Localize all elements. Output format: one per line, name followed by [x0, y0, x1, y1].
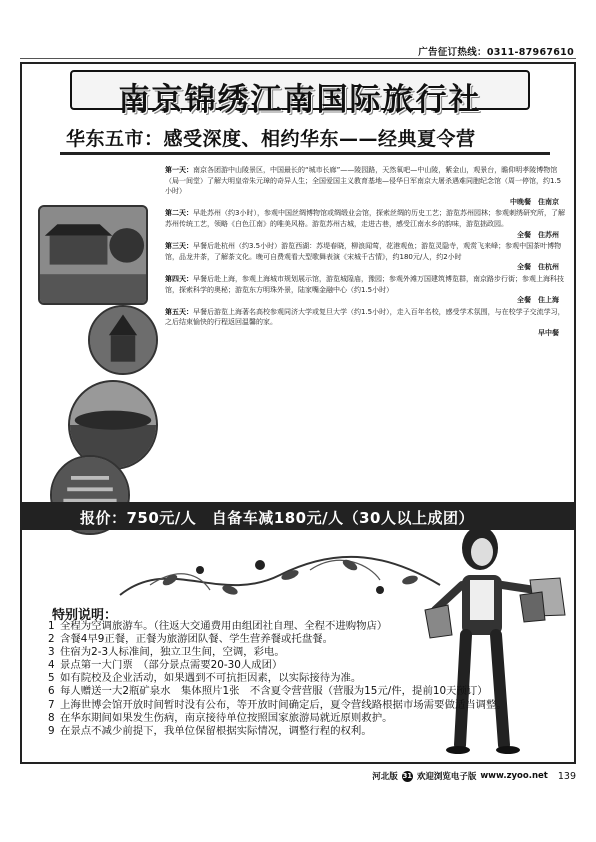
day-label: 第四天： [165, 274, 193, 283]
note-text: 上海世博会馆开放时间暂时没有公布，等开放时间确定后，夏令营线路根据市场需要做适当调整。 [60, 698, 507, 711]
note-number: 5 [48, 672, 55, 685]
day-5 [165, 307, 565, 339]
note-item [48, 725, 518, 738]
day-label: 第二天： [165, 209, 193, 218]
note-number: 8 [48, 711, 55, 724]
photo-pagoda [88, 305, 158, 375]
footer-badge: 31 [402, 771, 413, 780]
ad-hotline: 广告征订热线：0311-87967610 [418, 47, 574, 58]
page-footer [372, 770, 576, 782]
day-2 [165, 208, 565, 240]
day-meal: 中晚餐 住南京 [510, 197, 559, 206]
note-text: 景点第一大门票 （部分景点需要20-30人成团） [60, 659, 283, 672]
note-item [48, 712, 518, 725]
tour-subtitle: 华东五市：感受深度、相约华东——经典夏令营 [66, 128, 476, 150]
note-number: 1 [48, 620, 55, 632]
day-label: 第三天： [165, 242, 193, 251]
note-item [48, 672, 518, 685]
note-number: 7 [48, 698, 55, 711]
day-meal: 全餐 住苏州 [517, 230, 559, 239]
itinerary [165, 165, 565, 340]
note-text: 如有院校及企业活动，如果遇到不可抗拒因素，以实际接待为准。 [60, 672, 362, 685]
note-text: 在景点不减少前提下，我单位保留根据实际情况，调整行程的权利。 [60, 724, 372, 737]
notes-list [48, 620, 518, 738]
day-text: 早餐后赴杭州（约3.5小时）游览西湖：苏堤春晓，柳浪闻莺，花港观鱼；游览灵隐寺，观赏飞来峰；参观中国茶叶博物馆，品龙井茶，了解茶文化。晚可自费观看大型歌舞表演《宋城千古情》，约180元/人，约2小时 [165, 242, 562, 261]
subtitle-rule [60, 152, 550, 155]
note-item [48, 659, 518, 672]
note-item [48, 633, 518, 646]
note-number: 3 [48, 646, 55, 659]
footer-site[interactable]: www.zyoo.net [480, 771, 548, 781]
day-meal: 全餐 住杭州 [517, 263, 559, 272]
note-item [48, 646, 518, 659]
day-meal: 早中餐 [538, 328, 559, 337]
note-text: 每人赠送一大2瓶矿泉水 集体照片1张 不含夏令营营服（营服为15元/件，提前10天预订） [60, 685, 488, 698]
note-number: 4 [48, 659, 55, 672]
page-number: 139 [557, 770, 576, 782]
note-number: 6 [48, 685, 55, 698]
day-label: 第一天： [165, 166, 193, 174]
day-text: 早赴苏州（约3小时），参观中国丝绸博物馆或绸缎业会馆，探索丝绸的历史工艺；游览苏州园林；参观刺绣研究所，了解苏州传统工艺，领略《白色江南》的唯美风格。游览苏州古城，走进古巷，感受江南水乡的韵味，游览拙政园。 [165, 209, 565, 228]
note-text: 住宿为2-3人标准间，独立卫生间，空调，彩电。 [60, 646, 285, 659]
day-label: 第五天： [165, 307, 193, 316]
title-banner [70, 70, 530, 118]
note-item [48, 685, 518, 698]
note-text: 含餐4早9正餐，正餐为旅游团队餐、学生营养餐或托盘餐。 [60, 633, 333, 646]
note-text: 全程为空调旅游车。（往返大交通费用由组团社自理、全程不进购物店） [60, 620, 388, 632]
footer-name: 欢迎浏览电子版 [416, 772, 477, 782]
agency-title: 南京锦绣江南国际旅行社 [118, 82, 482, 118]
day-text: 早餐后赴上海，参观上海城市规划展示馆，游览城隍庙，豫园；参观外滩万国建筑博览群，南京路步行街；参观上海科技馆，探索科学的奥秘；游览东方明珠外景，陆家嘴金融中心（约1.5小时） [165, 274, 564, 294]
day-1 [165, 165, 565, 207]
photo-garden [38, 205, 148, 305]
note-number: 2 [48, 633, 55, 646]
day-3 [165, 241, 565, 273]
price-text: 报价：750元/人 自备车减180元/人（30人以上成团） [80, 509, 474, 527]
note-item [48, 699, 518, 712]
note-number: 9 [48, 724, 55, 737]
note-text: 在华东期间如果发生伤病，南京接待单位按照国家旅游局就近原则救护。 [60, 711, 393, 724]
footer-edition: 河北版 [372, 772, 398, 782]
notes-title: 特别说明： [52, 608, 118, 623]
day-meal: 全餐 住上海 [517, 296, 559, 305]
note-item [48, 620, 518, 633]
header-rule [20, 58, 576, 59]
day-4 [165, 274, 565, 306]
floral-ornament [110, 535, 450, 615]
day-text: 南京各团游中山陵景区，中国最长的“城市长廊”——陵园路，天然氧吧—中山陵，紫金山，观景台，瞻仰明孝陵博物馆（局一间堂）了解大明皇帝朱元璋的奇异人生；全国爱国主义教育基地—侵华日军南京大屠杀遇难同胞纪念馆（周一停馆，约1.5小时） [165, 166, 562, 196]
day-text: 早餐后游览上海著名高校参观同济大学或复旦大学（约1.5小时），走入百年名校，感受学术氛围，与在校学子交流学习，之后结束愉快的行程返回温馨的家。 [165, 307, 565, 327]
